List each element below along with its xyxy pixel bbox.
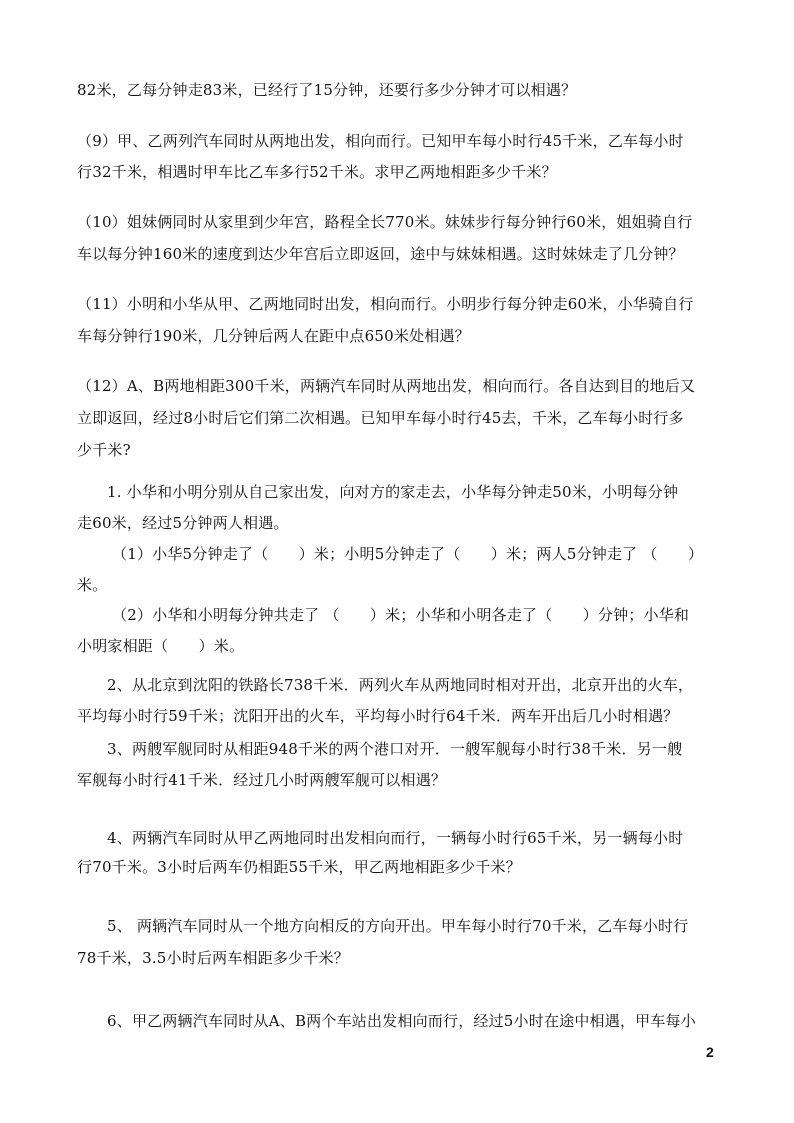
text-line: 军舰每小时行41千米．经过几小时两艘军舰可以相遇？ [77,771,447,789]
text-line: 车以每分钟160米的速度到达少年宫后立即返回，途中与妹妹相遇。这时妹妹走了几分钟？ [77,245,684,263]
text-line: 小明家相距（ ）米。 [77,637,245,655]
text-line: （9）甲、乙两列汽车同时从两地出发，相向而行。已知甲车每小时行45千米，乙车每小时 [77,132,684,150]
text-line: 少千米? [77,441,131,459]
text-line: （11）小明和小华从甲、乙两地同时出发，相向而行。小明步行每分钟走60米，小华骑自行 [77,295,694,313]
text-line: 走60米，经过5分钟两人相遇。 [77,514,289,532]
text-line: 行70千米。3小时后两车仍相距55千米，甲乙两地相距多少千米？ [77,858,521,876]
text-line: 米。 [77,576,108,594]
text-line: （10）姐妹俩同时从家里到少年宫，路程全长770米。妹妹步行每分钟行60米，姐姐骑自行 [77,213,693,231]
text-line: 78千米，3.5小时后两车相距多少千米？ [77,949,349,967]
text-line: 3、两艘军舰同时从相距948千米的两个港口对开．一艘军舰每小时行38千米．另一艘 [107,740,683,758]
text-line: 4、两辆汽车同时从甲乙两地同时出发相向而行，一辆每小时行65千米，另一辆每小时 [107,829,684,847]
text-line: 行32千米，相遇时甲车比乙车多行52千米。求甲乙两地相距多少千米？ [77,163,557,181]
text-line: 平均每小时行59千米；沈阳开出的火车，平均每小时行64千米．两车开出后几小时相遇？ [77,707,679,725]
text-line: 立即返回，经过8小时后它们第二次相遇。已知甲车每小时行45去，千米，乙车每小时行多 [77,409,684,427]
text-line: 82米，乙每分钟走83米，已经行了15分钟，还要行多少分钟才可以相遇？ [77,81,577,99]
text-line: 5、 两辆汽车同时从一个地方向相反的方向开出。甲车每小时行70千米，乙车每小时行 [107,917,689,935]
text-line: 2、从北京到沈阳的铁路长738千米．两列火车从两地同时相对开出，北京开出的火车， [107,676,694,694]
text-line: 车每分钟行190米，几分钟后两人在距中点650米处相遇？ [77,327,470,345]
text-line: 1. 小华和小明分别从自己家出发，向对方的家走去，小华每分钟走50米，小明每分钟 [107,483,679,501]
page-number: 2 [706,1044,714,1060]
text-line: （2）小华和小明每分钟共走了 （ ）米；小华和小明各走了（ ）分钟；小华和 [112,606,690,624]
text-line: （12）A、B两地相距300千米，两辆汽车同时从两地出发，相向而行。各自达到目的地后又 [77,377,696,395]
text-line: （1）小华5分钟走了（ ）米；小明5分钟走了（ ）米；两人5分钟走了 （ ） [112,545,704,563]
text-line: 6、甲乙两辆汽车同时从A、B两个车站出发相向而行，经过5小时在途中相遇，甲车每小 [107,1012,696,1030]
